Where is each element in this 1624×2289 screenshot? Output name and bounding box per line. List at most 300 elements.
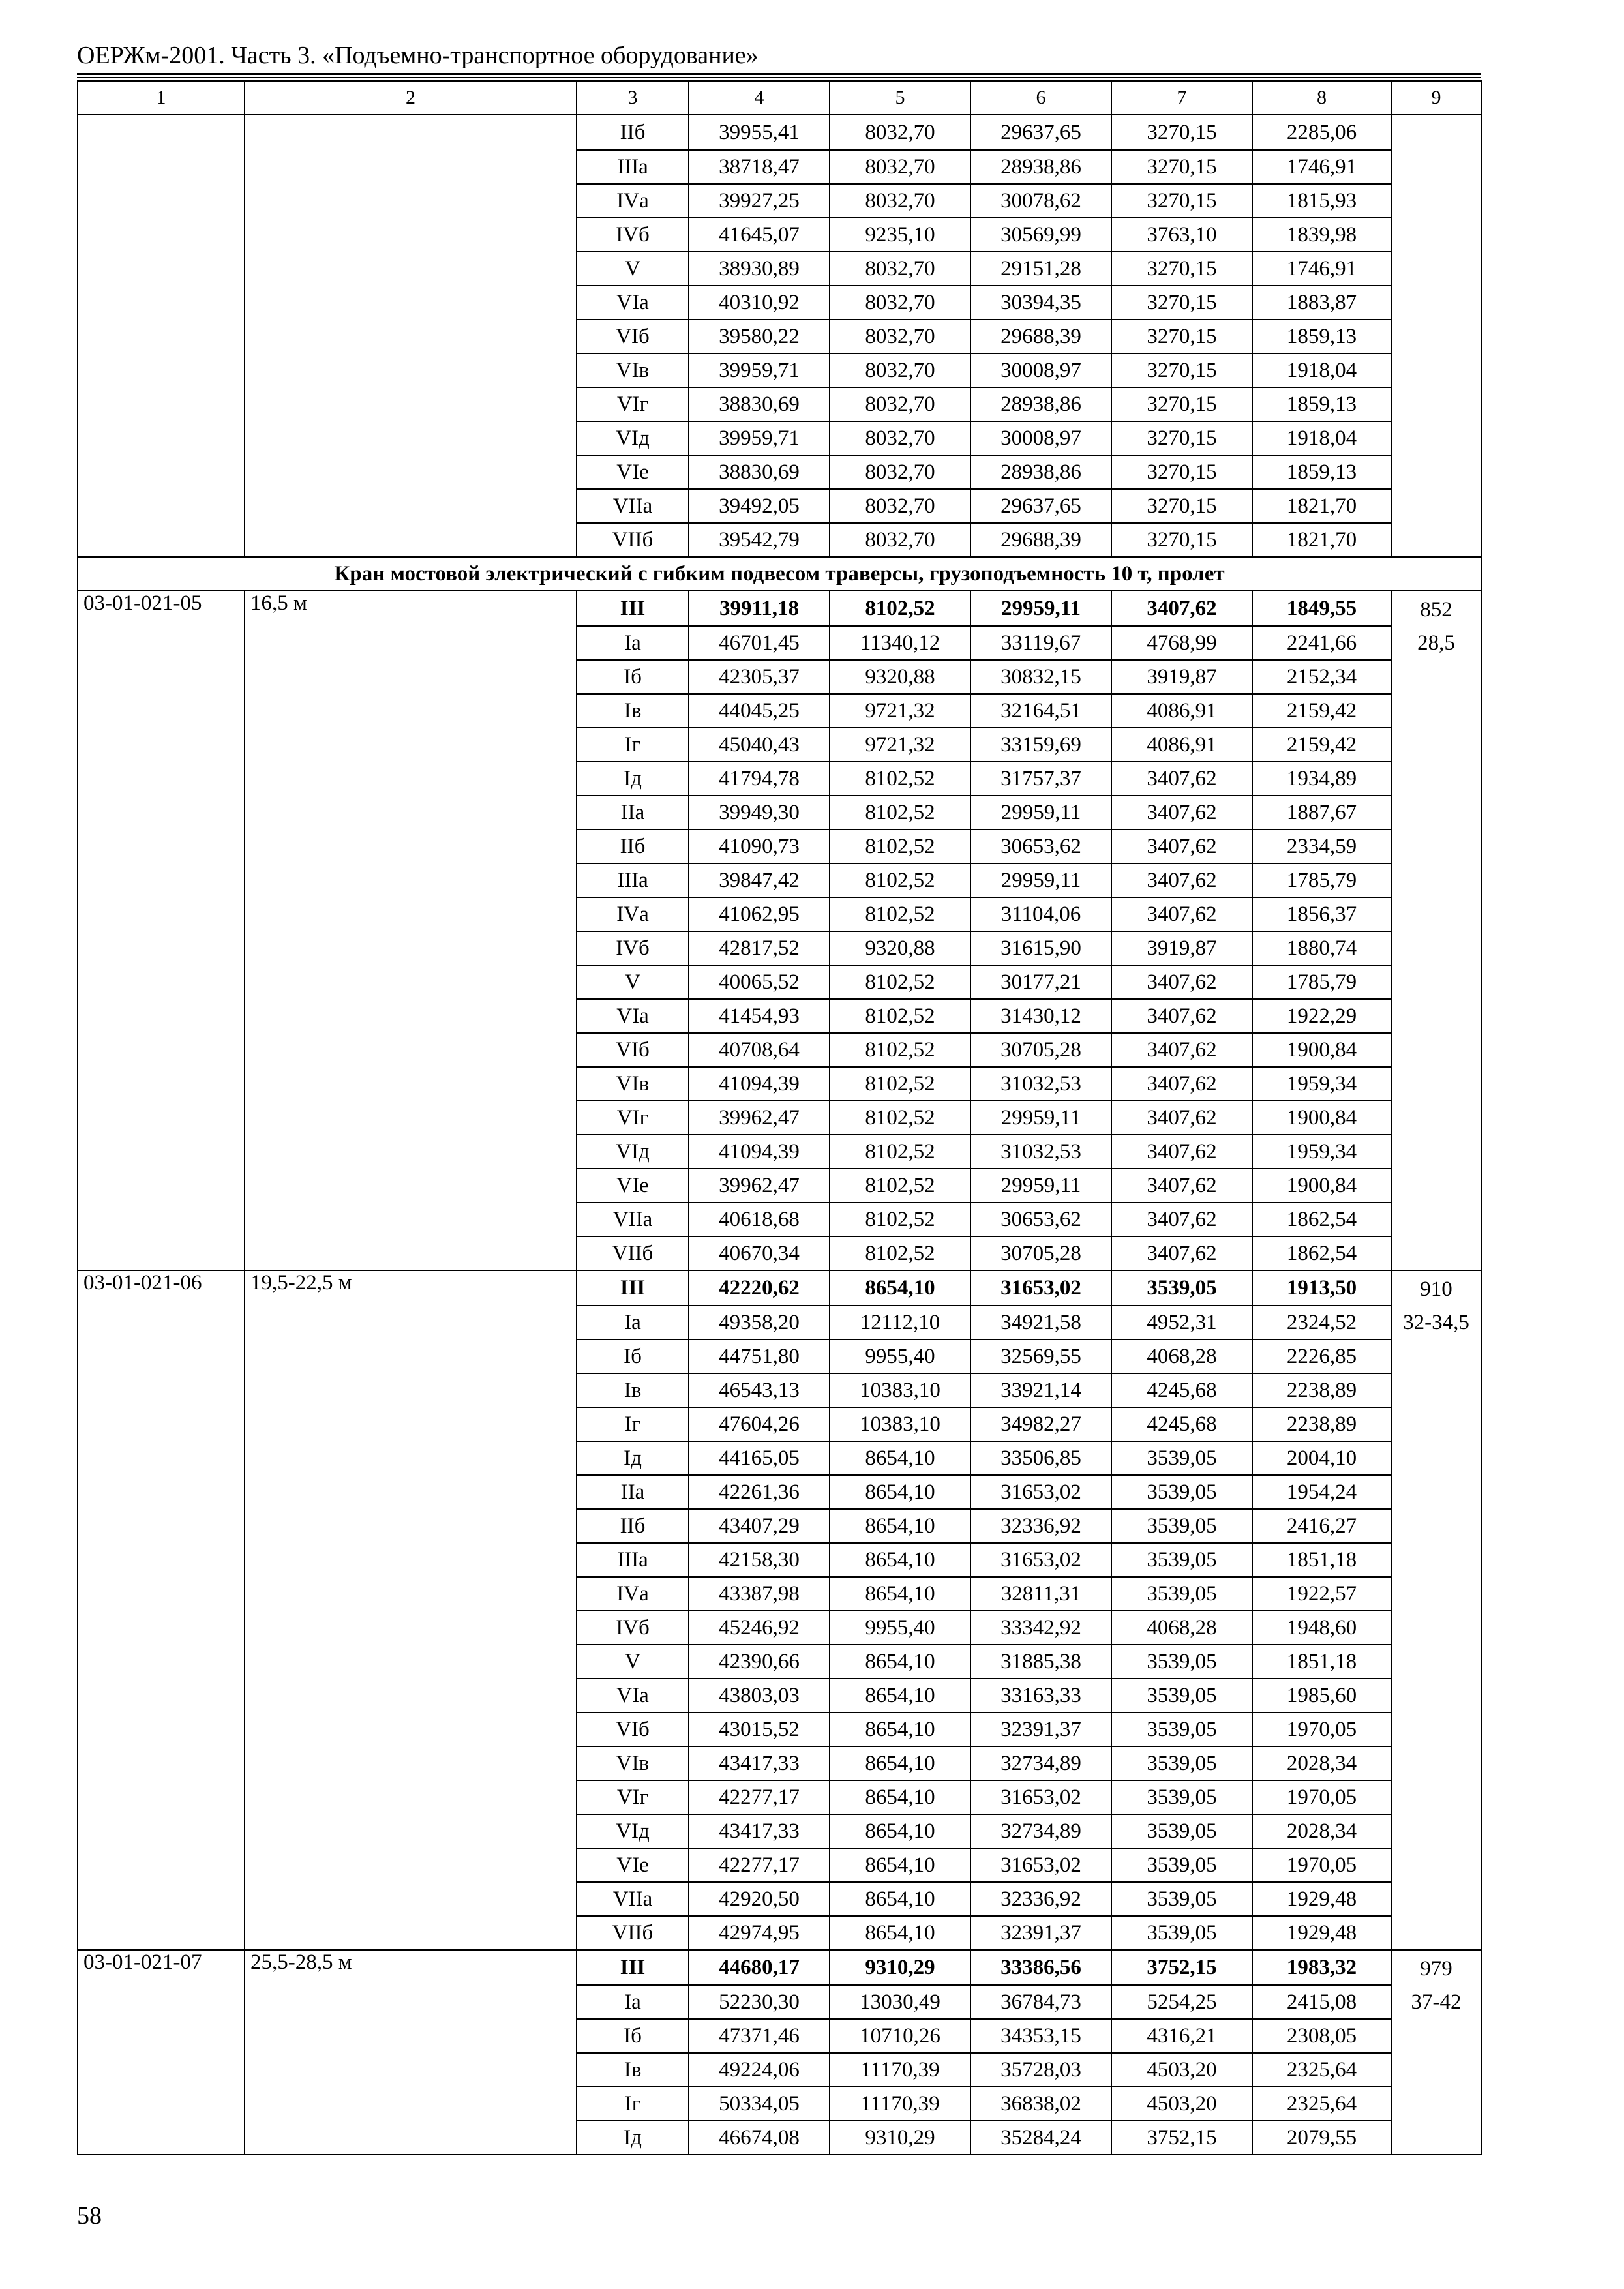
machinist-wage: 3270,15 <box>1111 353 1252 387</box>
machine-cost: 32569,55 <box>970 1339 1111 1373</box>
machinist-wage: 3270,15 <box>1111 489 1252 523</box>
materials-cost: 1970,05 <box>1252 1780 1391 1814</box>
machinist-wage: 3270,15 <box>1111 286 1252 320</box>
labor-cost: 13030,49 <box>830 1985 970 2019</box>
labor-cost: 8032,70 <box>830 115 970 150</box>
zone-code: Iа <box>577 626 689 660</box>
zone-code: III <box>577 1270 689 1306</box>
machinist-wage: 3539,05 <box>1111 1882 1252 1916</box>
zone-code: IVа <box>577 184 689 218</box>
labor-cost: 8102,52 <box>830 796 970 830</box>
labor-norm: 852 <box>1391 591 1481 626</box>
machine-cost: 32734,89 <box>970 1814 1111 1848</box>
total-cost: 40670,34 <box>689 1236 830 1270</box>
norm-cell <box>1391 863 1481 897</box>
span-value: 25,5-28,5 м <box>245 1950 577 2155</box>
page-header-title: ОЕРЖм-2001. Часть 3. «Подъемно-транспортное оборудование» <box>77 42 759 69</box>
total-cost: 39962,47 <box>689 1169 830 1203</box>
machine-cost: 34982,27 <box>970 1407 1111 1441</box>
labor-cost: 8102,52 <box>830 591 970 626</box>
total-cost: 39955,41 <box>689 115 830 150</box>
norm-cell <box>1391 1033 1481 1067</box>
total-cost: 42277,17 <box>689 1848 830 1882</box>
machine-cost: 30008,97 <box>970 421 1111 455</box>
zone-code: VIд <box>577 1135 689 1169</box>
zone-code: IIIа <box>577 1543 689 1577</box>
norm-cell <box>1391 965 1481 999</box>
machinist-wage: 3270,15 <box>1111 455 1252 489</box>
norm-cell <box>1391 1645 1481 1679</box>
zone-code: IVб <box>577 1611 689 1645</box>
machine-cost: 31885,38 <box>970 1645 1111 1679</box>
machine-cost: 33386,56 <box>970 1950 1111 1985</box>
machine-cost: 32336,92 <box>970 1509 1111 1543</box>
materials-cost: 1785,79 <box>1252 863 1391 897</box>
norm-cell <box>1391 728 1481 762</box>
total-cost: 44680,17 <box>689 1950 830 1985</box>
machine-cost: 32336,92 <box>970 1882 1111 1916</box>
machinist-wage: 3407,62 <box>1111 1067 1252 1101</box>
machine-cost: 31757,37 <box>970 762 1111 796</box>
machine-cost: 31653,02 <box>970 1270 1111 1306</box>
materials-cost: 1821,70 <box>1252 489 1391 523</box>
total-cost: 39959,71 <box>689 353 830 387</box>
labor-cost: 8654,10 <box>830 1543 970 1577</box>
materials-cost: 1929,48 <box>1252 1882 1391 1916</box>
materials-cost: 2334,59 <box>1252 830 1391 863</box>
column-number: 4 <box>689 81 830 115</box>
machinist-wage: 3919,87 <box>1111 931 1252 965</box>
total-cost: 45040,43 <box>689 728 830 762</box>
machine-cost: 35284,24 <box>970 2121 1111 2155</box>
machine-cost: 31653,02 <box>970 1475 1111 1509</box>
materials-cost: 2325,64 <box>1252 2053 1391 2087</box>
labor-norm: 979 <box>1391 1950 1481 1985</box>
machinist-wage: 3539,05 <box>1111 1679 1252 1713</box>
zone-code: IVа <box>577 897 689 931</box>
labor-cost: 8654,10 <box>830 1848 970 1882</box>
materials-cost: 2238,89 <box>1252 1373 1391 1407</box>
span-value: 19,5-22,5 м <box>245 1270 577 1950</box>
total-cost: 46543,13 <box>689 1373 830 1407</box>
labor-cost: 8032,70 <box>830 252 970 286</box>
zone-code: VIIб <box>577 1236 689 1270</box>
materials-cost: 2324,52 <box>1252 1306 1391 1339</box>
total-cost: 41794,78 <box>689 762 830 796</box>
machinist-wage: 3407,62 <box>1111 999 1252 1033</box>
total-cost: 40708,64 <box>689 1033 830 1067</box>
labor-cost: 8654,10 <box>830 1916 970 1950</box>
machinist-wage: 5254,25 <box>1111 1985 1252 2019</box>
labor-cost: 8654,10 <box>830 1475 970 1509</box>
zone-code: VIIб <box>577 523 689 557</box>
machine-cost: 29688,39 <box>970 320 1111 353</box>
total-cost: 42305,37 <box>689 660 830 694</box>
machine-cost: 30394,35 <box>970 286 1111 320</box>
materials-cost: 1948,60 <box>1252 1611 1391 1645</box>
machinist-wage: 3407,62 <box>1111 1236 1252 1270</box>
column-number: 5 <box>830 81 970 115</box>
zone-code: IIб <box>577 115 689 150</box>
norm-cell <box>1391 252 1481 286</box>
materials-cost: 1849,55 <box>1252 591 1391 626</box>
total-cost: 38930,89 <box>689 252 830 286</box>
zone-code: VIб <box>577 1713 689 1746</box>
machine-cost: 29151,28 <box>970 252 1111 286</box>
labor-cost: 8102,52 <box>830 762 970 796</box>
labor-cost: 8102,52 <box>830 1203 970 1236</box>
zone-code: IIа <box>577 1475 689 1509</box>
machine-cost: 30078,62 <box>970 184 1111 218</box>
materials-cost: 1785,79 <box>1252 965 1391 999</box>
labor-cost: 8102,52 <box>830 965 970 999</box>
total-cost: 43015,52 <box>689 1713 830 1746</box>
materials-cost: 2285,06 <box>1252 115 1391 150</box>
machine-cost: 36838,02 <box>970 2087 1111 2121</box>
norm-cell <box>1391 1882 1481 1916</box>
zone-code: VIв <box>577 353 689 387</box>
column-number: 6 <box>970 81 1111 115</box>
norm-cell <box>1391 1475 1481 1509</box>
zone-code: VIе <box>577 1848 689 1882</box>
machinist-wage: 3539,05 <box>1111 1475 1252 1509</box>
zone-code: VIд <box>577 421 689 455</box>
machinist-wage: 3539,05 <box>1111 1848 1252 1882</box>
machinist-wage: 3407,62 <box>1111 897 1252 931</box>
labor-cost: 8102,52 <box>830 999 970 1033</box>
zone-code: Iв <box>577 2053 689 2087</box>
norm-cell <box>1391 1577 1481 1611</box>
total-cost: 42220,62 <box>689 1270 830 1306</box>
labor-cost: 9310,29 <box>830 2121 970 2155</box>
zone-code: IVб <box>577 931 689 965</box>
norm-cell <box>1391 1135 1481 1169</box>
zone-code: VIа <box>577 999 689 1033</box>
crew-rank: 32-34,5 <box>1391 1306 1481 1339</box>
materials-cost: 1918,04 <box>1252 421 1391 455</box>
norm-cell <box>1391 286 1481 320</box>
zone-code: Iг <box>577 2087 689 2121</box>
rate-code: 03-01-021-06 <box>78 1270 245 1950</box>
machinist-wage: 3539,05 <box>1111 1713 1252 1746</box>
labor-cost: 8102,52 <box>830 830 970 863</box>
machinist-wage: 3407,62 <box>1111 863 1252 897</box>
section-title: Кран мостовой электрический с гибким подвесом траверсы, грузоподъемность 10 т, пролет <box>78 557 1481 591</box>
total-cost: 41645,07 <box>689 218 830 252</box>
total-cost: 39927,25 <box>689 184 830 218</box>
total-cost: 49358,20 <box>689 1306 830 1339</box>
norm-cell <box>1391 1339 1481 1373</box>
machinist-wage: 4068,28 <box>1111 1339 1252 1373</box>
machinist-wage: 4768,99 <box>1111 626 1252 660</box>
total-cost: 42158,30 <box>689 1543 830 1577</box>
norm-cell <box>1391 218 1481 252</box>
materials-cost: 1929,48 <box>1252 1916 1391 1950</box>
zone-code: Iв <box>577 1373 689 1407</box>
zone-code: IIIа <box>577 863 689 897</box>
machine-cost: 35728,03 <box>970 2053 1111 2087</box>
norm-cell <box>1391 1780 1481 1814</box>
materials-cost: 1959,34 <box>1252 1067 1391 1101</box>
total-cost: 42261,36 <box>689 1475 830 1509</box>
zone-code: IVб <box>577 218 689 252</box>
materials-cost: 1922,29 <box>1252 999 1391 1033</box>
zone-code: VIв <box>577 1746 689 1780</box>
materials-cost: 1970,05 <box>1252 1848 1391 1882</box>
machinist-wage: 3270,15 <box>1111 387 1252 421</box>
machinist-wage: 3407,62 <box>1111 1101 1252 1135</box>
machinist-wage: 3270,15 <box>1111 252 1252 286</box>
materials-cost: 1859,13 <box>1252 455 1391 489</box>
total-cost: 52230,30 <box>689 1985 830 2019</box>
machine-cost: 28938,86 <box>970 387 1111 421</box>
total-cost: 39911,18 <box>689 591 830 626</box>
materials-cost: 2159,42 <box>1252 728 1391 762</box>
materials-cost: 1959,34 <box>1252 1135 1391 1169</box>
norm-cell <box>1391 320 1481 353</box>
zone-code: IIб <box>577 1509 689 1543</box>
materials-cost: 1839,98 <box>1252 218 1391 252</box>
table-row <box>78 115 1481 150</box>
labor-cost: 8102,52 <box>830 1067 970 1101</box>
materials-cost: 1954,24 <box>1252 1475 1391 1509</box>
total-cost: 44045,25 <box>689 694 830 728</box>
zone-code: VIд <box>577 1814 689 1848</box>
total-cost: 43417,33 <box>689 1746 830 1780</box>
zone-code: IIа <box>577 796 689 830</box>
machinist-wage: 4245,68 <box>1111 1407 1252 1441</box>
column-number: 7 <box>1111 81 1252 115</box>
zone-code: VIIа <box>577 1203 689 1236</box>
labor-cost: 9320,88 <box>830 931 970 965</box>
zone-code: VIг <box>577 387 689 421</box>
norm-cell <box>1391 1679 1481 1713</box>
header-rule-top <box>77 73 1481 75</box>
column-number: 2 <box>245 81 577 115</box>
labor-cost: 8654,10 <box>830 1713 970 1746</box>
labor-cost: 8032,70 <box>830 353 970 387</box>
zone-code: Iб <box>577 2019 689 2053</box>
labor-norm <box>1391 115 1481 150</box>
norm-cell <box>1391 694 1481 728</box>
machinist-wage: 4503,20 <box>1111 2053 1252 2087</box>
total-cost: 45246,92 <box>689 1611 830 1645</box>
machine-cost: 28938,86 <box>970 455 1111 489</box>
labor-cost: 8654,10 <box>830 1645 970 1679</box>
machine-cost: 32391,37 <box>970 1713 1111 1746</box>
zone-code: V <box>577 1645 689 1679</box>
materials-cost: 1815,93 <box>1252 184 1391 218</box>
total-cost: 49224,06 <box>689 2053 830 2087</box>
zone-code: Iд <box>577 762 689 796</box>
machine-cost: 31032,53 <box>970 1135 1111 1169</box>
machine-cost: 31653,02 <box>970 1848 1111 1882</box>
machine-cost: 31104,06 <box>970 897 1111 931</box>
machine-cost: 29959,11 <box>970 863 1111 897</box>
machine-cost: 34921,58 <box>970 1306 1111 1339</box>
materials-cost: 1900,84 <box>1252 1033 1391 1067</box>
labor-cost: 9310,29 <box>830 1950 970 1985</box>
machine-cost: 29959,11 <box>970 1101 1111 1135</box>
zone-code: Iд <box>577 2121 689 2155</box>
rate-code <box>78 115 245 557</box>
labor-cost: 8654,10 <box>830 1780 970 1814</box>
materials-cost: 2416,27 <box>1252 1509 1391 1543</box>
machinist-wage: 3407,62 <box>1111 1203 1252 1236</box>
machine-cost: 30177,21 <box>970 965 1111 999</box>
labor-cost: 8032,70 <box>830 150 970 184</box>
machinist-wage: 4503,20 <box>1111 2087 1252 2121</box>
labor-cost: 9235,10 <box>830 218 970 252</box>
column-number: 8 <box>1252 81 1391 115</box>
labor-cost: 11170,39 <box>830 2053 970 2087</box>
labor-cost: 8032,70 <box>830 455 970 489</box>
zone-code: VIг <box>577 1101 689 1135</box>
norm-cell <box>1391 2121 1481 2155</box>
labor-cost: 8032,70 <box>830 320 970 353</box>
labor-cost: 8654,10 <box>830 1882 970 1916</box>
norm-cell <box>1391 830 1481 863</box>
materials-cost: 2159,42 <box>1252 694 1391 728</box>
norm-cell <box>1391 1169 1481 1203</box>
zone-code: VIIа <box>577 489 689 523</box>
total-cost: 38718,47 <box>689 150 830 184</box>
machine-cost: 30008,97 <box>970 353 1111 387</box>
norm-cell <box>1391 1373 1481 1407</box>
header-rule-bottom <box>77 77 1481 78</box>
materials-cost: 1983,32 <box>1252 1950 1391 1985</box>
zone-code: VIе <box>577 455 689 489</box>
norm-cell <box>1391 660 1481 694</box>
norm-cell <box>1391 1509 1481 1543</box>
machinist-wage: 3752,15 <box>1111 1950 1252 1985</box>
materials-cost: 1746,91 <box>1252 150 1391 184</box>
column-number: 3 <box>577 81 689 115</box>
labor-cost: 8654,10 <box>830 1270 970 1306</box>
norm-cell <box>1391 2053 1481 2087</box>
machinist-wage: 3270,15 <box>1111 115 1252 150</box>
materials-cost: 1900,84 <box>1252 1101 1391 1135</box>
labor-cost: 8032,70 <box>830 387 970 421</box>
labor-norm: 910 <box>1391 1270 1481 1306</box>
norm-cell <box>1391 1814 1481 1848</box>
total-cost: 44165,05 <box>689 1441 830 1475</box>
span-value: 16,5 м <box>245 591 577 1270</box>
machine-cost: 33159,69 <box>970 728 1111 762</box>
labor-cost: 8102,52 <box>830 1236 970 1270</box>
machinist-wage: 4086,91 <box>1111 728 1252 762</box>
materials-cost: 1862,54 <box>1252 1203 1391 1236</box>
materials-cost: 2241,66 <box>1252 626 1391 660</box>
machine-cost: 30569,99 <box>970 218 1111 252</box>
norm-cell <box>1391 2019 1481 2053</box>
crew-rank <box>1391 150 1481 184</box>
total-cost: 50334,05 <box>689 2087 830 2121</box>
machine-cost: 29959,11 <box>970 1169 1111 1203</box>
machine-cost: 29959,11 <box>970 591 1111 626</box>
total-cost: 47604,26 <box>689 1407 830 1441</box>
total-cost: 42390,66 <box>689 1645 830 1679</box>
total-cost: 39492,05 <box>689 489 830 523</box>
norm-cell <box>1391 1101 1481 1135</box>
labor-cost: 8032,70 <box>830 421 970 455</box>
column-number: 1 <box>78 81 245 115</box>
labor-cost: 8032,70 <box>830 523 970 557</box>
column-number: 9 <box>1391 81 1481 115</box>
machinist-wage: 3752,15 <box>1111 2121 1252 2155</box>
materials-cost: 1900,84 <box>1252 1169 1391 1203</box>
labor-cost: 8102,52 <box>830 1101 970 1135</box>
materials-cost: 1918,04 <box>1252 353 1391 387</box>
materials-cost: 1883,87 <box>1252 286 1391 320</box>
labor-cost: 10383,10 <box>830 1373 970 1407</box>
norm-cell <box>1391 1611 1481 1645</box>
zone-code: III <box>577 591 689 626</box>
labor-cost: 8654,10 <box>830 1441 970 1475</box>
machine-cost: 30653,62 <box>970 830 1111 863</box>
machinist-wage: 3270,15 <box>1111 150 1252 184</box>
machinist-wage: 3539,05 <box>1111 1916 1252 1950</box>
labor-cost: 9721,32 <box>830 728 970 762</box>
machine-cost: 32391,37 <box>970 1916 1111 1950</box>
total-cost: 39847,42 <box>689 863 830 897</box>
labor-cost: 10383,10 <box>830 1407 970 1441</box>
zone-code: III <box>577 1950 689 1985</box>
materials-cost: 1913,50 <box>1252 1270 1391 1306</box>
norm-cell <box>1391 184 1481 218</box>
zone-code: VIа <box>577 1679 689 1713</box>
table-row <box>78 591 1481 626</box>
norm-cell <box>1391 1407 1481 1441</box>
norm-cell <box>1391 1441 1481 1475</box>
machine-cost: 33921,14 <box>970 1373 1111 1407</box>
total-cost: 39542,79 <box>689 523 830 557</box>
zone-code: VIб <box>577 320 689 353</box>
labor-cost: 11340,12 <box>830 626 970 660</box>
machinist-wage: 3539,05 <box>1111 1577 1252 1611</box>
machinist-wage: 3539,05 <box>1111 1814 1252 1848</box>
machinist-wage: 4245,68 <box>1111 1373 1252 1407</box>
total-cost: 40065,52 <box>689 965 830 999</box>
materials-cost: 2415,08 <box>1252 1985 1391 2019</box>
machinist-wage: 3270,15 <box>1111 421 1252 455</box>
norm-cell <box>1391 489 1481 523</box>
machinist-wage: 3407,62 <box>1111 1169 1252 1203</box>
machine-cost: 31653,02 <box>970 1780 1111 1814</box>
norm-cell <box>1391 999 1481 1033</box>
zone-code: V <box>577 965 689 999</box>
total-cost: 42920,50 <box>689 1882 830 1916</box>
machinist-wage: 3539,05 <box>1111 1780 1252 1814</box>
machine-cost: 30832,15 <box>970 660 1111 694</box>
zone-code: VIIб <box>577 1916 689 1950</box>
machinist-wage: 3407,62 <box>1111 796 1252 830</box>
materials-cost: 1922,57 <box>1252 1577 1391 1611</box>
total-cost: 46701,45 <box>689 626 830 660</box>
section-title-row <box>78 557 1481 591</box>
machinist-wage: 3407,62 <box>1111 830 1252 863</box>
machine-cost: 33119,67 <box>970 626 1111 660</box>
norm-cell <box>1391 421 1481 455</box>
zone-code: VIIа <box>577 1882 689 1916</box>
machine-cost: 31032,53 <box>970 1067 1111 1101</box>
machinist-wage: 3539,05 <box>1111 1441 1252 1475</box>
labor-cost: 8654,10 <box>830 1746 970 1780</box>
machine-cost: 28938,86 <box>970 150 1111 184</box>
machinist-wage: 4316,21 <box>1111 2019 1252 2053</box>
total-cost: 38830,69 <box>689 455 830 489</box>
machine-cost: 31653,02 <box>970 1543 1111 1577</box>
